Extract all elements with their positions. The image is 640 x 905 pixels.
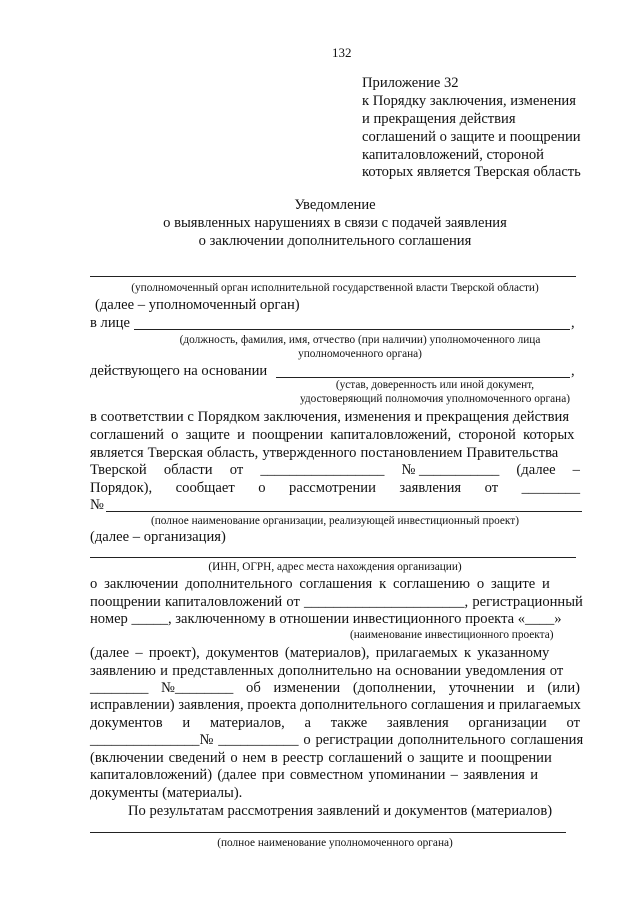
page-number: 132 [332, 45, 352, 60]
appendix-line: капиталовложений, стороной [362, 147, 544, 163]
org-ids-caption: (ИНН, ОГРН, адрес места нахождения организации) [208, 561, 462, 573]
date-blank: ________ [521, 480, 580, 496]
comma: , [571, 315, 575, 331]
paragraph-line: По результатам рассмотрения заявлений и документов (материалов) [128, 803, 553, 819]
word: изменении [273, 680, 341, 696]
org-name-caption: (полное наименование организации, реализующей инвестиционный проект) [151, 515, 519, 527]
word: сообщает [175, 480, 235, 496]
word: Тверской [90, 462, 147, 478]
paragraph-line [90, 680, 580, 697]
position-caption: уполномоченного органа) [298, 348, 422, 360]
word: от [566, 715, 580, 731]
paragraph-line: соглашений о защите и поощрении капиталовложений, стороной которых [90, 427, 575, 443]
title-line: о заключении дополнительного соглашения [198, 233, 472, 249]
project-name-caption: (наименование инвестиционного проекта) [350, 629, 554, 641]
basis-line [276, 377, 570, 378]
word: (дополнении, [352, 680, 437, 696]
paragraph-line: _______________№ ___________ о регистрации дополнительного соглашения [90, 732, 584, 748]
authority-line [90, 276, 576, 277]
appendix-line: соглашений о защите и поощрении [362, 129, 581, 145]
paragraph-line: заявлению и представленных дополнительно на основании уведомления от [90, 663, 564, 679]
word: уточнении [448, 680, 515, 696]
org-name-line [106, 511, 582, 512]
number-blank: № ___________ [401, 462, 500, 478]
date-blank: ________ [90, 680, 149, 696]
position-caption: (должность, фамилия, имя, отчество (при наличии) уполномоченного лица [179, 334, 541, 346]
word: материалов, [209, 715, 285, 731]
word: – [572, 462, 580, 478]
paragraph-line: исправлении) заявления, проекта дополнительного соглашения и прилагаемых [90, 697, 581, 713]
paragraph-line [90, 480, 580, 497]
paragraph-line: (включении сведений о нем в реестр соглашений о защите и поощрении [90, 750, 552, 766]
comma: , [571, 363, 575, 379]
basis-caption: удостоверяющий полномочия уполномоченного органа) [300, 393, 570, 405]
appendix-line: и прекращения действия [362, 111, 516, 127]
org-after: (далее – организация) [90, 529, 226, 545]
word: (или) [547, 680, 580, 696]
authority-full-caption: (полное наименование уполномоченного органа) [217, 837, 453, 849]
word: организации [468, 715, 547, 731]
word: а [304, 715, 311, 731]
paragraph-line: в соответствии с Порядком заключения, изменения и прекращения действия [90, 409, 570, 425]
appendix-line: к Порядку заключения, изменения [362, 93, 576, 109]
paragraph-line: является Тверская область, утвержденного постановлением Правительства [90, 445, 559, 461]
word: от [484, 480, 499, 496]
paragraph-line: о заключении дополнительного соглашения к соглашению о защите и [90, 576, 550, 592]
appendix-line: которых является Тверская область [362, 164, 581, 180]
word: области [163, 462, 213, 478]
number-sign: № [90, 497, 104, 513]
word: заявления [386, 715, 449, 731]
word: от [229, 462, 244, 478]
authority-after: (далее – уполномоченный орган) [95, 297, 300, 313]
paragraph-line: капиталовложений) (далее при совместном упоминании – заявления и [90, 767, 539, 783]
paragraph-line: номер _____, заключенному в отношении инвестиционного проекта «____» [90, 611, 562, 627]
word: документов [90, 715, 163, 731]
paragraph-line: поощрении капиталовложений от ______________________, регистрационный [90, 594, 583, 610]
word: и [526, 680, 535, 696]
word: (далее [516, 462, 556, 478]
appendix-line: Приложение 32 [362, 75, 459, 91]
title-line: о выявленных нарушениях в связи с подачей заявления [163, 215, 507, 231]
title-line: Уведомление [294, 197, 376, 213]
authority-full-line [90, 832, 566, 833]
paragraph-line: документы (материалы). [90, 785, 243, 801]
word: и [182, 715, 191, 731]
date-blank: _________________ [260, 462, 385, 478]
acting-on-label: действующего на основании [90, 363, 268, 379]
in-person-label: в лице [90, 315, 130, 331]
org-ids-line [90, 557, 576, 558]
paragraph-line [90, 462, 580, 479]
word: рассмотрении [289, 480, 376, 496]
word: Порядок), [90, 480, 153, 496]
paragraph-line: (далее – проект), документов (материалов), прилагаемых к указанному [90, 645, 550, 661]
word: о [258, 480, 266, 496]
authority-caption: (уполномоченный орган исполнительной государственной власти Тверской области) [131, 282, 539, 294]
word: об [246, 680, 261, 696]
basis-caption: (устав, доверенность или иной документ, [335, 379, 535, 391]
word: также [330, 715, 368, 731]
person-line [134, 329, 570, 330]
paragraph-line [90, 715, 580, 732]
number-blank: №________ [161, 680, 234, 696]
word: заявления [399, 480, 462, 496]
